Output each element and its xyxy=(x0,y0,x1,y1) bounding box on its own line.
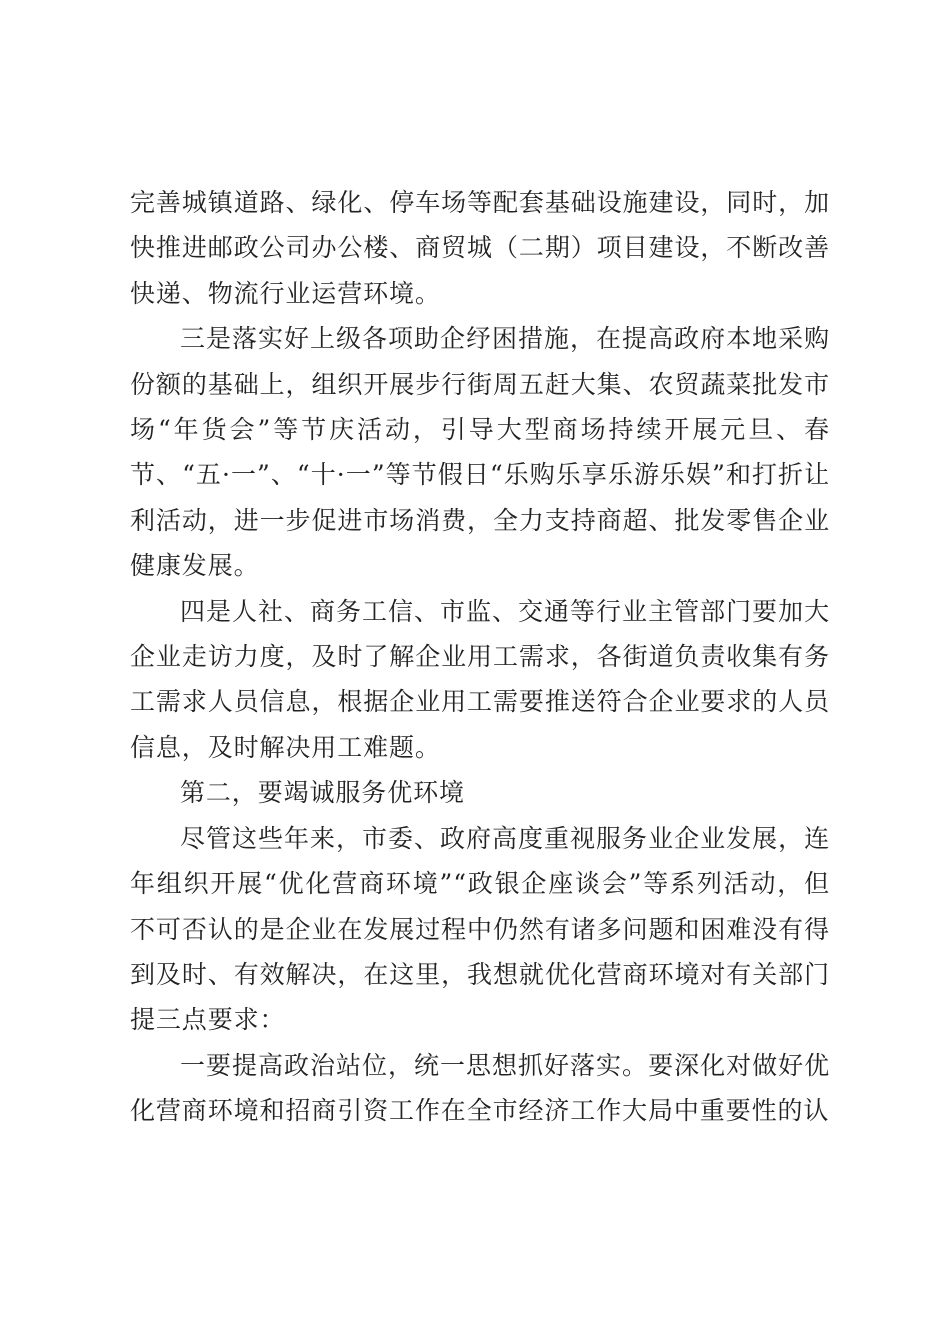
paragraph-infrastructure: 完善城镇道路、绿化、停车场等配套基础设施建设，同时，加快推进邮政公司办公楼、商贸城（二期）项目建设，不断改善快递、物流行业运营环境。 xyxy=(130,188,830,308)
paragraph-point-three: 三是落实好上级各项助企纾困措施，在提高政府本地采购份额的基础上，组织开展步行街周五赶大集、农贸蔬菜批发市场“年货会”等节庆活动，引导大型商场持续开展元旦、春节、“五·一”、“十·一”等节假日“乐购乐享乐游乐娱”和打折让利活动，进一步促进市场消费，全力支持商超、批发零售企业健康发展。 xyxy=(130,324,830,581)
paragraph-business-environment: 尽管这些年来，市委、政府高度重视服务业企业发展，连年组织开展“优化营商环境”“政银企座谈会”等系列活动，但不可否认的是企业在发展过程中仍然有诸多问题和困难没有得到及时、有效解决，在这里，我想就优化营商环境对有关部门提三点要求： xyxy=(130,823,830,1035)
paragraph-point-four: 四是人社、商务工信、市监、交通等行业主管部门要加大企业走访力度，及时了解企业用工需求，各街道负责收集有务工需求人员信息，根据企业用工需要推送符合企业要求的人员信息，及时解决用工难题。 xyxy=(130,596,830,762)
section-heading-second: 第二，要竭诚服务优环境 xyxy=(180,778,465,808)
paragraph-requirement-one: 一要提高政治站位，统一思想抓好落实。要深化对做好优化营商环境和招商引资工作在全市经济工作大局中重要性的认 xyxy=(130,1050,830,1126)
document-body xyxy=(130,180,830,1134)
